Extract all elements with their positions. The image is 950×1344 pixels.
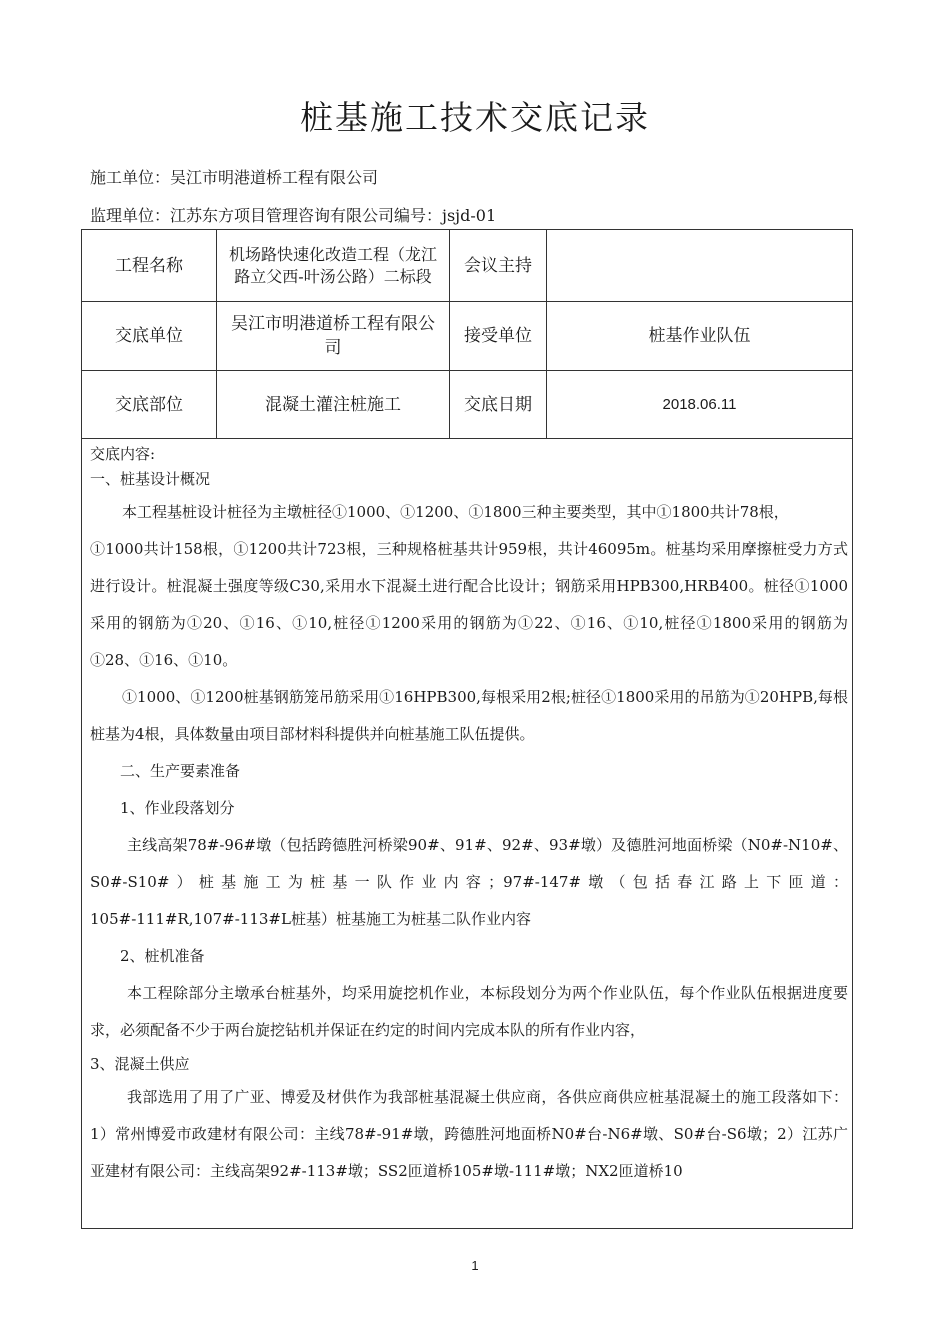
disclosure-part-label: 交底部位: [82, 371, 217, 439]
section-heading: 一、桩基设计概况: [90, 470, 211, 488]
paragraph: ①1000共计158根，①1200共计723根，三种规格桩基共计959根，共计46095m。桩基均采用摩擦桩受力方式进行设计。桩混凝土强度等级C30,采用水下混凝土进行配合比设计；钢筋采用HPB300,HRB400。桩径①1000采用的钢筋为①20、①16、①10,桩径①1200采用的钢筋为①22、①16、①10,桩径①1800采用的钢筋为①28、①16、①10。: [90, 540, 848, 669]
disclosure-date-value: 2018.06.11: [547, 371, 853, 439]
project-name-value: 机场路快速化改造工程（龙江路立父西-叶汤公路）二标段: [217, 230, 450, 302]
paragraph: 本工程基桩设计桩径为主墩桩径①1000、①1200、①1800三种主要类型，其中①1800共计78根，: [122, 503, 789, 521]
paragraph: 本工程除部分主墩承台桩基外，均采用旋挖机作业，本标段划分为两个作业队伍，每个作业队伍根据进度要求，必须配备不少于两台旋挖钻机并保证在约定的时间内完成本队的所有作业内容，: [90, 984, 848, 1039]
disclosure-unit-label: 交底单位: [82, 302, 217, 371]
content-section: [90, 444, 848, 1190]
paragraph: ①1000、①1200桩基钢筋笼吊筋采用①16HPB300,每根采用2根;桩径①1800采用的吊筋为①20HPB,每根桩基为4根，具体数量由项目部材料科提供并向桩基施工队伍提供。: [90, 688, 848, 743]
receiving-unit-value: 桩基作业队伍: [547, 302, 853, 371]
table-row: [82, 371, 853, 439]
disclosure-date-label: 交底日期: [450, 371, 547, 439]
subsection-heading: 2、桩机准备: [120, 947, 205, 965]
subsection-heading: 3、混凝土供应: [90, 1055, 190, 1073]
project-name-label: 工程名称: [82, 230, 217, 302]
page-title: 桩基施工技术交底记录: [300, 98, 650, 137]
paragraph: 我部选用了用了广亚、博爱及材供作为我部桩基混凝土供应商，各供应商供应桩基混凝土的施工段落如下：1）常州博爱市政建材有限公司：主线78#-91#墩，跨德胜河地面桥N0#台-N6#墩、S0#台-S6墩；2）江苏广亚建材有限公司：主线高架92#-113#墩；SS2匝道桥105#墩-111#墩；NX2匝道桥10: [90, 1088, 848, 1180]
info-table: [81, 229, 853, 439]
page-number: 1: [471, 1258, 479, 1273]
supervision-unit: 监理单位：江苏东方项目管理咨询有限公司编号：jsjd-01: [90, 206, 497, 225]
table-row: [82, 230, 853, 302]
disclosure-part-value: 混凝土灌注桩施工: [217, 371, 450, 439]
table-row: [82, 302, 853, 371]
meeting-host-label: 会议主持: [450, 230, 547, 302]
meeting-host-value: [547, 230, 853, 302]
section-heading: 二、生产要素准备: [120, 762, 241, 780]
subsection-heading: 1、作业段落划分: [120, 799, 235, 817]
content-label: 交底内容:: [90, 445, 156, 463]
disclosure-unit-value: 吴江市明港道桥工程有限公司: [217, 302, 450, 371]
receiving-unit-label: 接受单位: [450, 302, 547, 371]
construction-unit: 施工单位：吴江市明港道桥工程有限公司: [90, 168, 379, 187]
paragraph: 主线高架78#-96#墩（包括跨德胜河桥梁90#、91#、92#、93#墩）及德胜河地面桥梁（N0#-N10#、S0#-S10#）桩基施工为桩基一队作业内容；97#-147#墩（包括春江路上下匝道：105#-111#R,107#-113#L桩基）桩基施工为桩基二队作业内容: [90, 836, 848, 928]
